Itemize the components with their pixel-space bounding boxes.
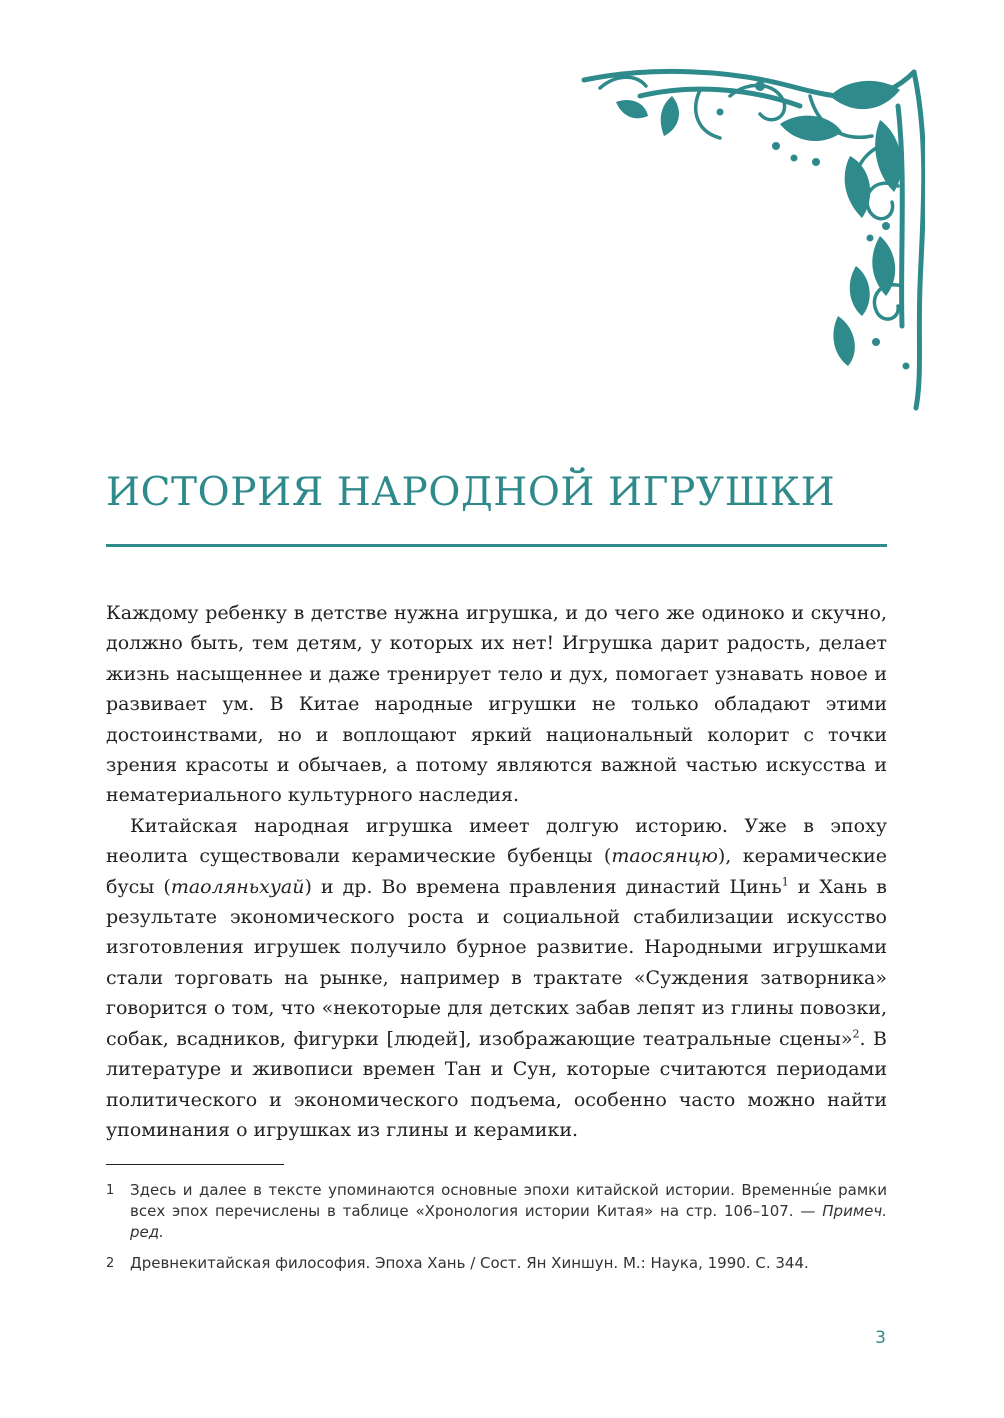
footnote [106, 1253, 887, 1274]
footnote-text [130, 1181, 887, 1241]
text-run: и Хань в результате экономического роста и социальной стабилизации искусство изготовления игрушек получило бурное развитие. Народными игрушками стали торговать на рынке, например в трактате «Суждения затворника» говорится о том, что «некоторые для детских забав лепят из глины повозки, собак, всадников, фигурки [людей], изображающие театральные сцены» [106, 875, 888, 1050]
paragraph [106, 811, 887, 1145]
footnote-ref: 2 [852, 1027, 860, 1041]
text-run: ) и др. Во времена правления династий Цинь [304, 875, 782, 898]
footnote-number: 1 [106, 1183, 115, 1198]
corner-floral-ornament-icon [580, 66, 925, 411]
footnote [106, 1180, 887, 1243]
italic-term: Примеч. ред. [130, 1202, 887, 1241]
title-divider [106, 544, 887, 547]
italic-term: таоляньхуай [170, 875, 305, 898]
page-number: 3 [875, 1328, 886, 1348]
footnote-ref: 1 [781, 875, 789, 889]
text-run: Китайская народная игрушка имеет долгую историю. Уже в эпоху неолита существовали керамические бубенцы ( [106, 814, 887, 868]
text-run: . В литературе и живописи времен Тан и Сун, которые считаются периодами политического и экономического подъема, особенно часто можно найти упоминания о игрушках из глины и керамики. [106, 1027, 887, 1141]
footnote-text [130, 1254, 809, 1272]
text-run: Древнекитайская философия. Эпоха Хань / Сост. Ян Хиншун. М.: Наука, 1990. С. 344. [130, 1254, 809, 1272]
text-run: ), керамические бусы ( [106, 845, 887, 898]
paragraph [106, 598, 887, 811]
italic-term: таосянцю [611, 845, 718, 868]
text-run: Каждому ребенку в детстве нужна игрушка, и до чего же одиноко и скучно, должно быть, тем детям, у которых их нет! Игрушка дарит радость, делает жизнь насыщеннее и даже тренирует тело и дух, помогает узнавать новое и развивает ум. В Китае народные игрушки не только обладают этими достоинствами, но и воплощают яркий национальный колорит с точки зрения красоты и обычаев, а потому являются важной частью искусства и нематериального культурного наследия. [106, 602, 887, 807]
body-text [106, 598, 887, 1145]
footnote-divider [106, 1164, 284, 1165]
footnote-number: 2 [106, 1256, 115, 1271]
page-title: ИСТОРИЯ НАРОДНОЙ ИГРУШКИ [106, 470, 836, 515]
text-run: Здесь и далее в тексте упоминаются основные эпохи китайской истории. Временны́е рамки всех эпох перечислены в таблице «Хронология истории Китая» на стр. 106–107. — [130, 1181, 887, 1220]
footnotes [106, 1180, 887, 1284]
